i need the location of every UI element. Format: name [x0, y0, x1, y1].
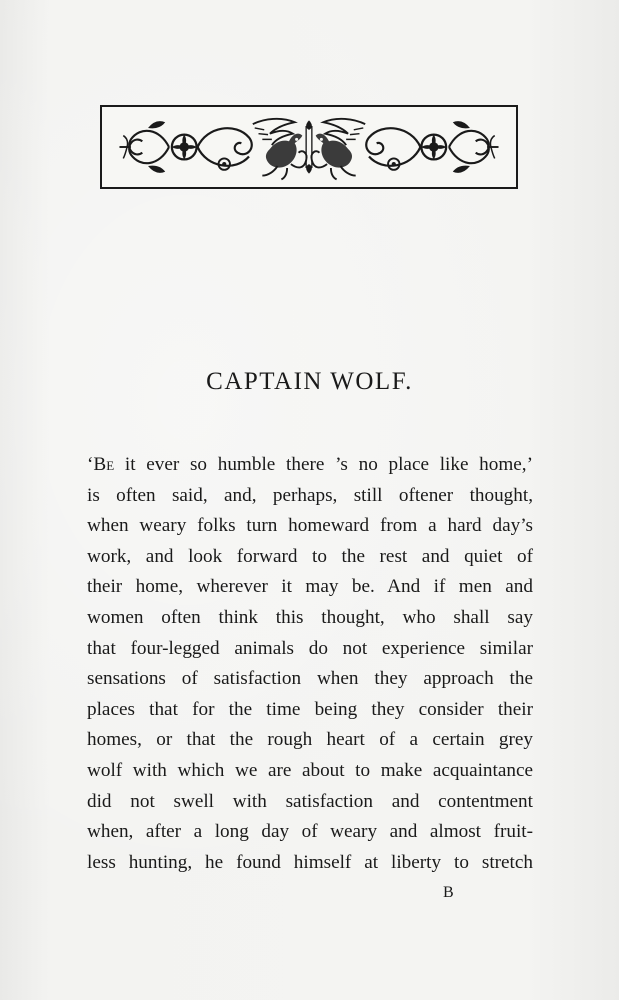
line-1-rest: it ever so humble there ’s no place like home,’: [114, 454, 533, 475]
headpiece-ornament: [100, 105, 518, 189]
text-line-6: women often think this thought, who shall say: [87, 606, 533, 628]
text-line-3: when weary folks turn homeward from a hard day’s: [87, 515, 533, 537]
text-line-7: that four-legged animals do not experience similar: [87, 637, 533, 659]
text-line-10: homes, or that the rough heart of a certain grey: [87, 729, 533, 751]
text-line-14: less hunting, he found himself at liberty to stretch: [87, 851, 533, 873]
text-line-9: places that for the time being they consider their: [87, 698, 533, 720]
text-line-12: did not swell with satisfaction and contentment: [87, 790, 533, 812]
opening-quote-mark: ‘: [87, 454, 94, 475]
text-line-8: sensations of satisfaction when they approach the: [87, 668, 533, 690]
drop-word: Be: [93, 454, 115, 475]
chapter-body: [87, 450, 533, 878]
text-line-13: when, after a long day of weary and almost fruit-: [87, 821, 533, 843]
text-line-11: wolf with which we are about to make acquaintance: [87, 759, 533, 781]
chapter-title: CAPTAIN WOLF.: [206, 368, 413, 395]
text-line-4: work, and look forward to the rest and quiet of: [87, 545, 533, 567]
text-line-1: [87, 450, 533, 481]
text-line-5: their home, wherever it may be. And if men and: [87, 576, 533, 598]
signature-mark: B: [443, 884, 454, 901]
text-line-2: is often said, and, perhaps, still oftener thought,: [87, 484, 533, 506]
griffin-scroll-headpiece-icon: [102, 107, 516, 187]
